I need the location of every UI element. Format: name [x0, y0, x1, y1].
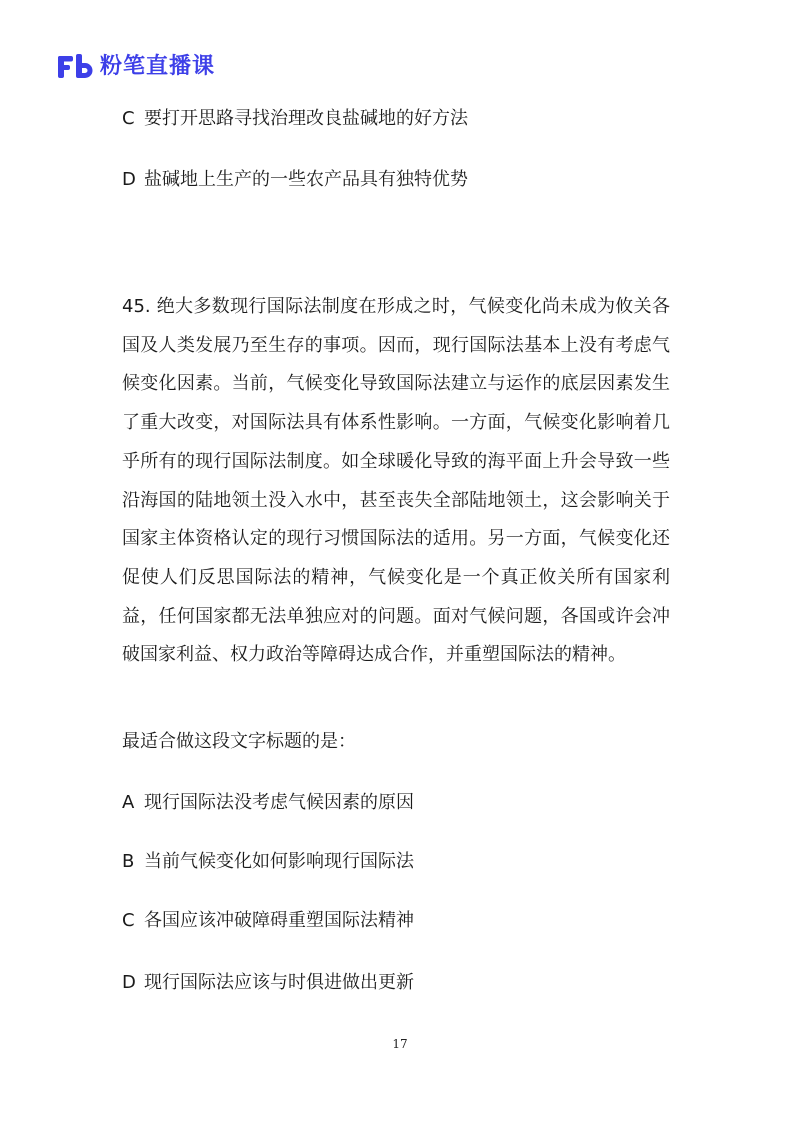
- question-prompt: 最适合做这段文字标题的是：: [122, 731, 356, 752]
- option-text: 当前气候变化如何影响现行国际法: [144, 851, 414, 872]
- option-letter: B: [122, 851, 135, 872]
- option-letter: C: [122, 910, 135, 931]
- option-text: 要打开思路寻找治理改良盐碱地的好方法: [144, 108, 468, 129]
- brand-logo: [58, 52, 215, 82]
- option-letter: D: [122, 169, 136, 190]
- option-text: 现行国际法应该与时俱进做出更新: [144, 972, 414, 993]
- brand-name: 粉笔直播课: [100, 54, 216, 79]
- option-b: [122, 849, 414, 875]
- prev-option-d: [122, 167, 468, 193]
- question-passage: [122, 288, 670, 675]
- fb-logo-icon: [58, 54, 94, 80]
- option-letter: C: [122, 108, 135, 129]
- option-letter: D: [122, 972, 136, 993]
- option-text: 现行国际法没考虑气候因素的原因: [144, 792, 414, 813]
- option-a: [122, 790, 414, 816]
- option-text: 各国应该冲破障碍重塑国际法精神: [144, 910, 414, 931]
- option-text: 盐碱地上生产的一些农产品具有独特优势: [144, 169, 468, 190]
- page-number: 17: [392, 1037, 408, 1051]
- prev-option-c: [122, 106, 468, 132]
- passage-text: 绝大多数现行国际法制度在形成之时，气候变化尚未成为攸关各国及人类发展乃至生存的事项。因而，现行国际法基本上没有考虑气候变化因素。当前，气候变化导致国际法建立与运作的底层因素发生了重大改变，对国际法具有体系性影响。一方面，气候变化影响着几乎所有的现行国际法制度。如全球暖化导致的海平面上升会导致一些沿海国的陆地领土没入水中，甚至丧失全部陆地领土，这会影响关于国家主体资格认定的现行习惯国际法的适用。另一方面，气候变化还促使人们反思国际法的精神，气候变化是一个真正攸关所有国家利益，任何国家都无法单独应对的问题。面对气候问题，各国或许会冲破国家利益、权力政治等障碍达成合作，并重塑国际法的精神。: [122, 296, 670, 666]
- option-d: [122, 970, 414, 996]
- option-c: [122, 908, 414, 934]
- option-letter: A: [122, 792, 135, 813]
- question-number: 45.: [122, 296, 151, 317]
